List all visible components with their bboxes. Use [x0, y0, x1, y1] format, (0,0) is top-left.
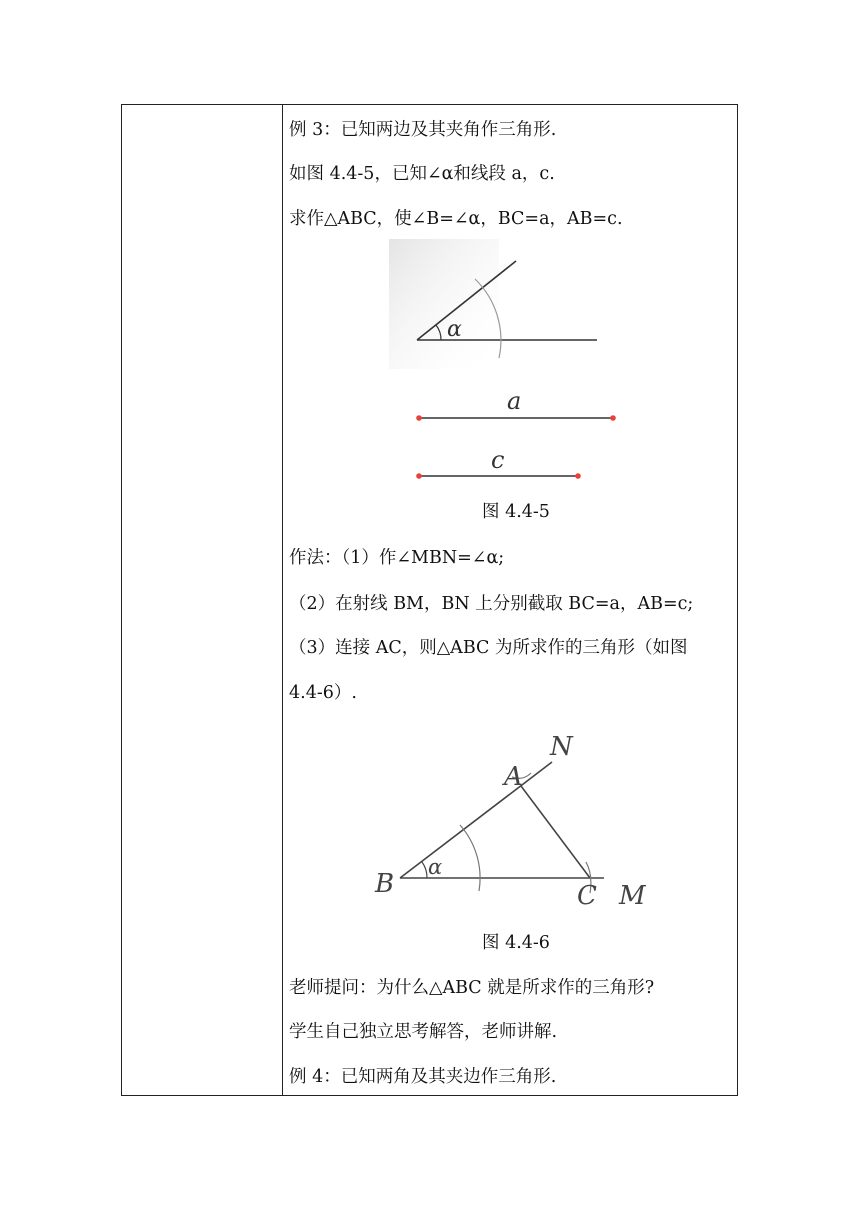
construction-step3: （3）连接 AC，则△ABC 为所求作的三角形（如图 [289, 638, 688, 658]
label-B: B [375, 869, 395, 899]
segment-c-endpoint-left [416, 473, 422, 479]
figure-4-4-6 [361, 715, 681, 915]
segment-AC [521, 786, 590, 878]
label-C: C [577, 881, 597, 911]
segment-c-label: c [491, 446, 505, 474]
teacher-question: 老师提问：为什么△ABC 就是所求作的三角形? [289, 978, 655, 998]
construction-step2: （2）在射线 BM，BN 上分别截取 BC=a，AB=c; [289, 594, 694, 614]
construction-step3-cont: 4.4-6）. [289, 683, 357, 703]
example4-heading: 例 4：已知两角及其夹边作三角形. [289, 1067, 557, 1087]
figure-4-4-6-caption: 图 4.4-6 [482, 933, 550, 953]
angle-alpha-label: α [447, 317, 462, 342]
segment-c-endpoint-right [575, 473, 581, 479]
segment-a-endpoint-left [416, 415, 422, 421]
arc-mark-A-compass [460, 825, 480, 891]
figure-4-4-5 [389, 239, 629, 489]
example3-given: 如图 4.4-5，已知∠α和线段 a，c. [289, 164, 555, 184]
angle-alpha-label-B: α [428, 855, 443, 879]
construction-step1: 作法：（1）作∠MBN=∠α; [289, 548, 505, 568]
ray-BN [400, 762, 552, 878]
label-N: N [550, 732, 573, 762]
segment-a-endpoint-right [610, 415, 616, 421]
label-A: A [504, 762, 523, 792]
label-M: M [619, 881, 646, 911]
angle-arc-B [422, 862, 427, 878]
segment-a-label: a [507, 387, 522, 415]
lesson-table [121, 104, 738, 1096]
student-answer: 学生自己独立思考解答，老师讲解. [289, 1022, 558, 1042]
figure-shade [389, 239, 499, 369]
figure-4-4-5-caption: 图 4.4-5 [482, 502, 550, 522]
example3-task: 求作△ABC，使∠B=∠α，BC=a，AB=c. [289, 209, 623, 229]
column-divider [282, 105, 283, 1095]
example3-heading: 例 3：已知两边及其夹角作三角形. [289, 120, 557, 140]
